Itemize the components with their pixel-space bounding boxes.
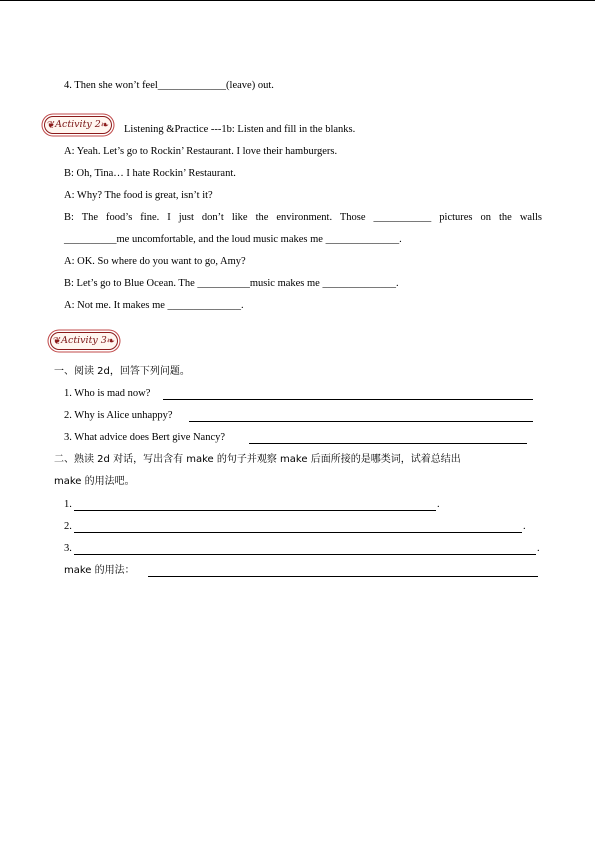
answer-line <box>74 532 522 533</box>
activity-2-badge-label: Activity 2 <box>55 119 101 130</box>
exercise-line-4: 4. Then she won’t feel_____________(leave) out. <box>64 80 274 91</box>
answer-line <box>74 510 436 511</box>
dialogue-line: A: Not me. It makes me ______________. <box>64 300 244 311</box>
answer-number: 3. <box>64 543 72 554</box>
dialogue-line: A: Yeah. Let’s go to Rockin’ Restaurant. I love their hamburgers. <box>64 146 338 157</box>
question-2: 2. Why is Alice unhappy? <box>64 410 173 421</box>
scroll-ornament-right-icon: ❧ <box>100 120 109 131</box>
activity-3-badge <box>50 332 118 350</box>
dialogue-line: B: The food’s fine. I just don’t like the environment. Those ___________ pictures on the walls <box>64 212 542 223</box>
activity-2-badge <box>44 116 112 134</box>
answer-line <box>148 576 538 577</box>
answer-line <box>189 421 533 422</box>
part-2-heading-continued: make 的用法吧。 <box>54 476 135 487</box>
answer-period: . <box>537 543 540 554</box>
part-1-heading: 一、阅读 2d，回答下列问题。 <box>54 366 190 377</box>
dialogue-line: __________me uncomfortable, and the loud music makes me ______________. <box>64 234 402 245</box>
activity-3-badge-label: Activity 3 <box>61 335 107 346</box>
dialogue-line: B: Oh, Tina… I hate Rockin’ Restaurant. <box>64 168 236 179</box>
part-2-heading: 二、熟读 2d 对话，写出含有 make 的句子并观察 make 后面所接的是哪类词，试着总结出 <box>54 454 461 465</box>
answer-number: 1. <box>64 499 72 510</box>
scroll-ornament-left-icon: ❦ <box>53 336 62 347</box>
answer-line <box>74 554 536 555</box>
question-1: 1. Who is mad now? <box>64 388 151 399</box>
scroll-ornament-left-icon: ❦ <box>47 120 56 131</box>
dialogue-line: B: Let’s go to Blue Ocean. The __________music makes me ______________. <box>64 278 399 289</box>
activity-2-title: Listening &Practice ---1b: Listen and fill in the blanks. <box>124 124 356 135</box>
scroll-ornament-right-icon: ❧ <box>106 336 115 347</box>
dialogue-line: A: OK. So where do you want to go, Amy? <box>64 256 246 267</box>
answer-number: 2. <box>64 521 72 532</box>
answer-line <box>163 399 533 400</box>
answer-period: . <box>523 521 526 532</box>
page-top-border <box>0 0 595 1</box>
answer-line <box>249 443 527 444</box>
dialogue-line: A: Why? The food is great, isn’t it? <box>64 190 213 201</box>
make-usage-label: make 的用法： <box>64 565 135 576</box>
answer-period: . <box>437 499 440 510</box>
question-3: 3. What advice does Bert give Nancy? <box>64 432 226 443</box>
